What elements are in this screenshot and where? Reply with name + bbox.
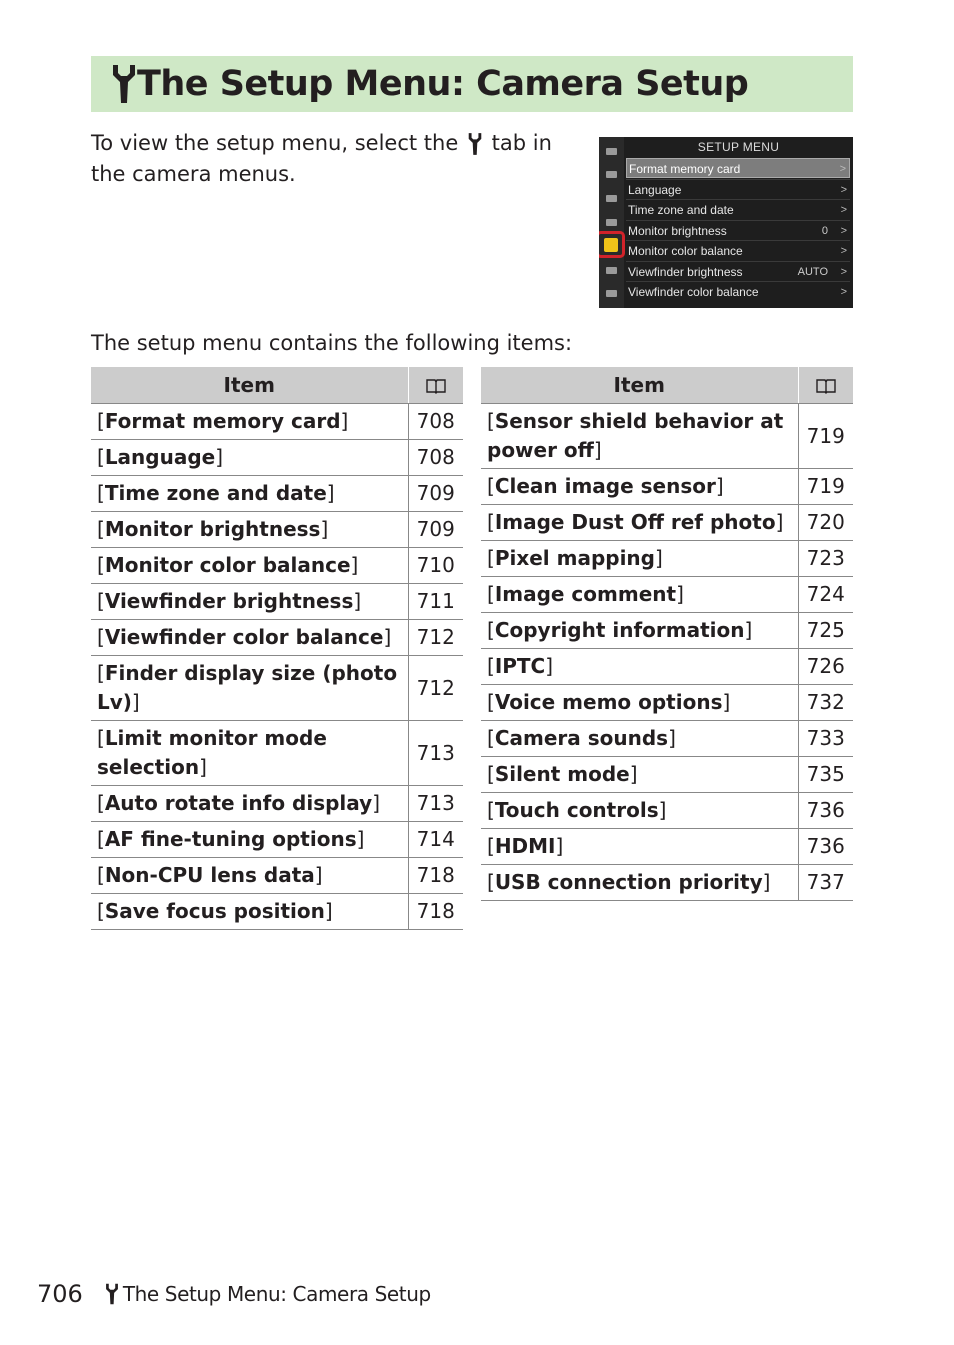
table-row <box>481 505 853 541</box>
camera-menu-item-label: Language <box>628 182 682 197</box>
camera-tab-icon <box>606 148 617 155</box>
menu-item-name: Voice memo options <box>494 690 723 714</box>
chevron-right-icon: > <box>840 265 847 278</box>
page-reference: 719 <box>798 404 853 469</box>
footer-section-title: The Setup Menu: Camera Setup <box>122 1282 431 1306</box>
camera-menu-item <box>626 281 850 301</box>
table-row <box>91 721 463 786</box>
page-reference: 712 <box>408 656 463 721</box>
camera-menu-item-value: AUTO <box>797 265 828 278</box>
camera-menu-item <box>626 240 850 260</box>
column-header-item: Item <box>481 367 798 404</box>
camera-menu-item-label: Viewfinder color balance <box>628 285 759 299</box>
table-row <box>481 469 853 505</box>
page-reference: 711 <box>408 584 463 620</box>
my-menu-tab-icon <box>606 290 617 297</box>
menu-item-name: Silent mode <box>494 762 630 786</box>
page-reference: 708 <box>408 440 463 476</box>
menu-item-name: Limit monitor mode selection <box>97 726 327 779</box>
menu-item-name: Viewfinder color balance <box>104 625 384 649</box>
column-header-page <box>798 367 853 404</box>
menu-item-name: USB connection priority <box>494 870 763 894</box>
menu-item-name-cell: [Monitor color balance] <box>91 548 408 584</box>
pencil-tab-icon <box>606 195 617 202</box>
menu-item-name: Save focus position <box>104 899 325 923</box>
menu-item-name-cell: [USB connection priority] <box>481 865 798 901</box>
menu-item-name: Monitor brightness <box>104 517 321 541</box>
camera-menu-item <box>626 199 850 219</box>
menu-item-name: Camera sounds <box>494 726 669 750</box>
menu-item-name: Pixel mapping <box>494 546 655 570</box>
camera-menu-item-label: Viewfinder brightness <box>628 264 743 279</box>
table-row <box>91 894 463 930</box>
table-row <box>91 548 463 584</box>
menu-item-name-cell: [Voice memo options] <box>481 685 798 721</box>
table-row <box>91 822 463 858</box>
menu-item-name-cell: [Save focus position] <box>91 894 408 930</box>
intro-text-after: tab in the camera menus. <box>91 131 552 186</box>
menu-item-name: HDMI <box>494 834 556 858</box>
book-icon <box>426 378 446 394</box>
page-reference: 714 <box>408 822 463 858</box>
camera-menu-item <box>626 179 850 199</box>
book-icon <box>816 378 836 394</box>
table-row <box>91 620 463 656</box>
chevron-right-icon: > <box>840 224 847 237</box>
menu-item-name: Language <box>104 445 216 469</box>
menu-item-name: Non-CPU lens data <box>104 863 315 887</box>
menu-item-name-cell: [Format memory card] <box>91 404 408 440</box>
menu-item-name: Format memory card <box>104 409 341 433</box>
menu-item-name-cell: [Pixel mapping] <box>481 541 798 577</box>
menu-item-name-cell: [Viewfinder color balance] <box>91 620 408 656</box>
menu-item-name-cell: [Time zone and date] <box>91 476 408 512</box>
table-row <box>481 541 853 577</box>
page-reference: 736 <box>798 793 853 829</box>
menu-item-name-cell: [Silent mode] <box>481 757 798 793</box>
menu-item-name: AF fine-tuning options <box>104 827 357 851</box>
table-row <box>481 793 853 829</box>
table-row <box>481 721 853 757</box>
column-header-page <box>408 367 463 404</box>
page-reference: 725 <box>798 613 853 649</box>
menu-item-name: Image comment <box>494 582 677 606</box>
wrench-icon <box>604 238 618 252</box>
camera-menu-item-label: Format memory card <box>629 162 741 176</box>
page-reference: 736 <box>798 829 853 865</box>
menu-item-name-cell: [Auto rotate info display] <box>91 786 408 822</box>
menu-item-name-cell: [Limit monitor mode selection] <box>91 721 408 786</box>
page-footer <box>37 1278 431 1310</box>
table-row <box>481 685 853 721</box>
page-title: The Setup Menu: Camera Setup <box>137 64 749 104</box>
camera-menu-item-label: Monitor brightness <box>628 223 727 238</box>
wrench-icon <box>105 1282 119 1306</box>
menu-item-name: Finder display size (photo Lv) <box>97 661 398 714</box>
menu-item-name: Monitor color balance <box>104 553 351 577</box>
table-row <box>91 476 463 512</box>
column-header-item: Item <box>91 367 408 404</box>
menu-item-name: Sensor shield behavior at power off <box>487 409 784 462</box>
menu-item-name: Viewfinder brightness <box>104 589 354 613</box>
wrench-icon <box>467 132 483 156</box>
table-row <box>91 440 463 476</box>
chevron-right-icon: > <box>840 286 847 298</box>
page-reference: 723 <box>798 541 853 577</box>
table-row <box>481 577 853 613</box>
menu-item-name: IPTC <box>494 654 546 678</box>
table-row <box>91 786 463 822</box>
menu-tab-bar <box>599 137 624 308</box>
chevron-right-icon: > <box>840 245 847 257</box>
chevron-right-icon: > <box>840 204 847 216</box>
menu-item-name: Image Dust Off ref photo <box>494 510 776 534</box>
items-table-left <box>91 367 463 930</box>
page-reference: 737 <box>798 865 853 901</box>
page-reference: 713 <box>408 721 463 786</box>
table-row <box>481 613 853 649</box>
page-reference: 710 <box>408 548 463 584</box>
wrench-icon <box>111 63 137 105</box>
page-reference: 719 <box>798 469 853 505</box>
page-number: 706 <box>37 1280 83 1308</box>
menu-item-name-cell: [Non-CPU lens data] <box>91 858 408 894</box>
page-reference: 733 <box>798 721 853 757</box>
items-table-right <box>481 367 853 901</box>
page-reference: 726 <box>798 649 853 685</box>
menu-item-name: Touch controls <box>494 798 659 822</box>
chevron-right-icon: > <box>840 183 847 196</box>
page-reference: 720 <box>798 505 853 541</box>
page-reference: 718 <box>408 894 463 930</box>
network-tab-icon <box>606 267 617 274</box>
table-lead-text: The setup menu contains the following items: <box>91 331 573 355</box>
table-row <box>91 858 463 894</box>
table-row <box>481 829 853 865</box>
menu-item-name-cell: [Monitor brightness] <box>91 512 408 548</box>
page-reference: 713 <box>408 786 463 822</box>
table-row <box>481 649 853 685</box>
section-banner <box>91 56 853 112</box>
camera-menu-item-label: Monitor color balance <box>628 244 743 258</box>
menu-item-name-cell: [Touch controls] <box>481 793 798 829</box>
table-row <box>481 757 853 793</box>
table-row <box>91 512 463 548</box>
movie-tab-icon <box>606 171 617 178</box>
menu-item-name-cell: [IPTC] <box>481 649 798 685</box>
table-row <box>91 656 463 721</box>
setup-tab-selected <box>599 231 625 258</box>
menu-item-name: Time zone and date <box>104 481 327 505</box>
menu-item-name-cell: [Sensor shield behavior at power off] <box>481 404 798 469</box>
page-reference: 709 <box>408 512 463 548</box>
table-row <box>481 404 853 469</box>
camera-menu-item-label: Time zone and date <box>628 203 734 217</box>
menu-item-name: Copyright information <box>494 618 745 642</box>
page-reference: 709 <box>408 476 463 512</box>
intro-paragraph <box>91 128 571 190</box>
page-reference: 708 <box>408 404 463 440</box>
intro-text-before: To view the setup menu, select the <box>91 131 459 155</box>
camera-menu-item <box>626 220 850 240</box>
page-reference: 735 <box>798 757 853 793</box>
menu-item-name: Auto rotate info display <box>104 791 373 815</box>
camera-menu-screenshot <box>599 137 853 308</box>
table-row <box>481 865 853 901</box>
menu-item-name-cell: [Camera sounds] <box>481 721 798 757</box>
menu-item-name: Clean image sensor <box>494 474 716 498</box>
menu-item-name-cell: [Language] <box>91 440 408 476</box>
camera-menu-item <box>626 261 850 281</box>
camera-menu-item <box>626 158 850 178</box>
menu-item-name-cell: [Copyright information] <box>481 613 798 649</box>
menu-item-name-cell: [Finder display size (photo Lv)] <box>91 656 408 721</box>
chevron-right-icon: > <box>839 163 846 175</box>
playback-tab-icon <box>606 219 617 226</box>
menu-item-name-cell: [AF fine-tuning options] <box>91 822 408 858</box>
page-reference: 732 <box>798 685 853 721</box>
page-reference: 724 <box>798 577 853 613</box>
table-row <box>91 584 463 620</box>
menu-item-name-cell: [HDMI] <box>481 829 798 865</box>
table-row <box>91 404 463 440</box>
menu-item-name-cell: [Viewfinder brightness] <box>91 584 408 620</box>
camera-menu-title: SETUP MENU <box>697 140 780 154</box>
page-reference: 712 <box>408 620 463 656</box>
camera-menu-item-value: 0 <box>821 224 828 237</box>
menu-item-name-cell: [Image Dust Off ref photo] <box>481 505 798 541</box>
menu-item-name-cell: [Image comment] <box>481 577 798 613</box>
page-reference: 718 <box>408 858 463 894</box>
menu-item-name-cell: [Clean image sensor] <box>481 469 798 505</box>
